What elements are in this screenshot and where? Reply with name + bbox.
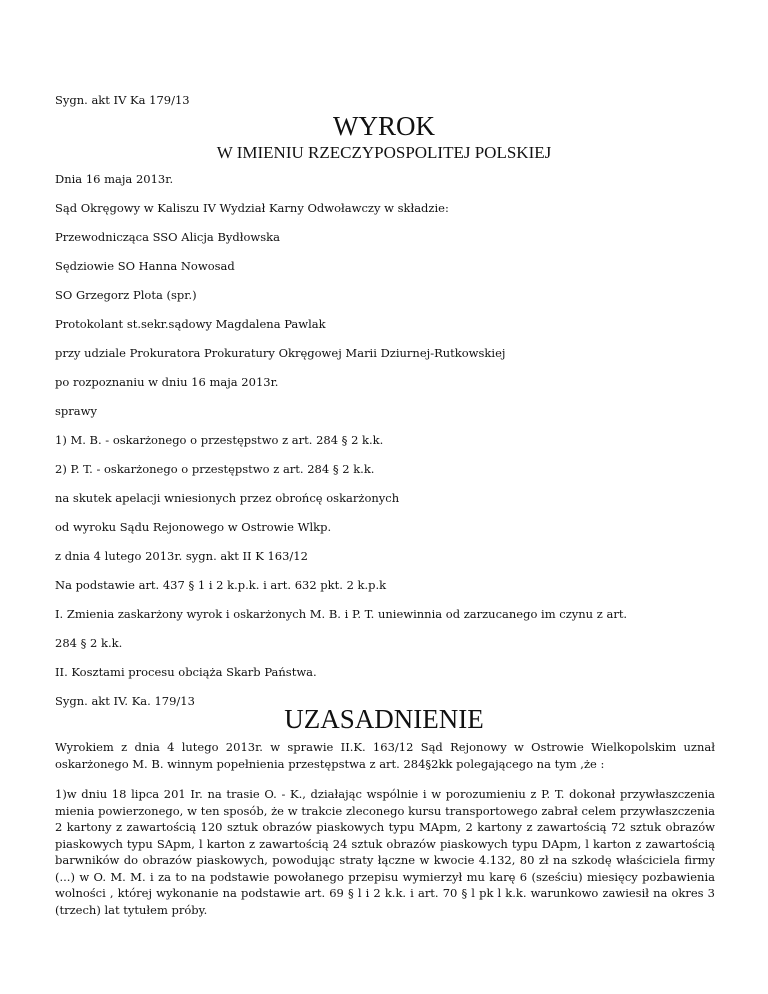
case-number-bottom: Sygn. akt IV. Ka. 179/13 (55, 694, 195, 708)
case-number-top: Sygn. akt IV Ka 179/13 (55, 93, 190, 107)
legal-basis: Na podstawie art. 437 § 1 i 2 k.p.k. i art. 632 pkt. 2 k.p.k (55, 578, 387, 592)
lower-court: od wyroku Sądu Rejonowego w Ostrowie Wlkp. (55, 520, 332, 534)
judge-1: Sędziowie SO Hanna Nowosad (55, 259, 235, 273)
case-word: sprawy (55, 404, 97, 418)
judge-2: SO Grzegorz Plota (spr.) (55, 288, 197, 302)
defendant-2: 2) P. T. - oskarżonego o przestępstwo z art. 284 § 2 k.k. (55, 462, 375, 476)
verdict-date: Dnia 16 maja 2013r. (55, 172, 174, 186)
justification-paragraph-1: Wyrokiem z dnia 4 lutego 2013r. w sprawie II.K. 163/12 Sąd Rejonowy w Ostrowie Wielkopolskim uznał oskarżonego M. B. winnym popełnienia przestępstwa z art. 284§2kk polegającego na tym ,że : (55, 740, 715, 771)
ruling-point-1-cont: 284 § 2 k.k. (55, 636, 123, 650)
verdict-subtitle: W IMIENIU RZECZYPOSPOLITEJ POLSKIEJ (216, 143, 552, 162)
defendant-1: 1) M. B. - oskarżonego o przestępstwo z art. 284 § 2 k.k. (55, 433, 384, 447)
justification-title: UZASADNIENIE (284, 704, 484, 734)
prosecutor: przy udziale Prokuratora Prokuratury Okręgowej Marii Dziurnej-Rutkowskiej (55, 346, 506, 360)
hearing-date: po rozpoznaniu w dniu 16 maja 2013r. (55, 375, 279, 389)
court-composition: Sąd Okręgowy w Kaliszu IV Wydział Karny Odwoławczy w składzie: (55, 201, 449, 215)
verdict-title: WYROK (333, 111, 435, 141)
ruling-point-2: II. Kosztami procesu obciąża Skarb Państwa. (55, 665, 317, 679)
presiding-judge: Przewodnicząca SSO Alicja Bydłowska (55, 230, 280, 244)
court-clerk: Protokolant st.sekr.sądowy Magdalena Pawlak (55, 317, 326, 331)
appeal-basis: na skutek apelacji wniesionych przez obrońcę oskarżonych (55, 491, 400, 505)
lower-court-date: z dnia 4 lutego 2013r. sygn. akt II K 163/12 (55, 549, 308, 563)
ruling-point-1: I. Zmienia zaskarżony wyrok i oskarżonych M. B. i P. T. uniewinnia od zarzucanego im czynu z art. (55, 607, 628, 621)
justification-paragraph-2: 1)w dniu 18 lipca 201 Ir. na trasie O. - K., działając wspólnie i w porozumieniu z P. T. dokonał przywłaszczenia mienia powierzonego, w ten sposób, że w trakcie zleconego kursu transportowego zabrał celem przywłaszczenia 2 kartony z zawartością 120 sztuk obrazów piaskowych typu MApm, 2 kartony z zawartością 72 sztuk obrazów piaskowych typu SApm, l karton z zawartością 24 sztuk obrazów piaskowych typu DApm, l karton z zawartością barwników do obrazów piaskowych, powodując straty łączne w kwocie 4.132, 80 zł na szkodę właściciela firmy (...) w O. M. M. i za to na podstawie powołanego przepisu wymierzył mu karę 6 (sześciu) miesięcy pozbawienia wolności , której wykonanie na podstawie art. 69 § l i 2 k.k. i art. 70 § l pk l k.k. warunkowo zawiesił na okres 3 (trzech) lat tytułem próby. (55, 787, 715, 917)
